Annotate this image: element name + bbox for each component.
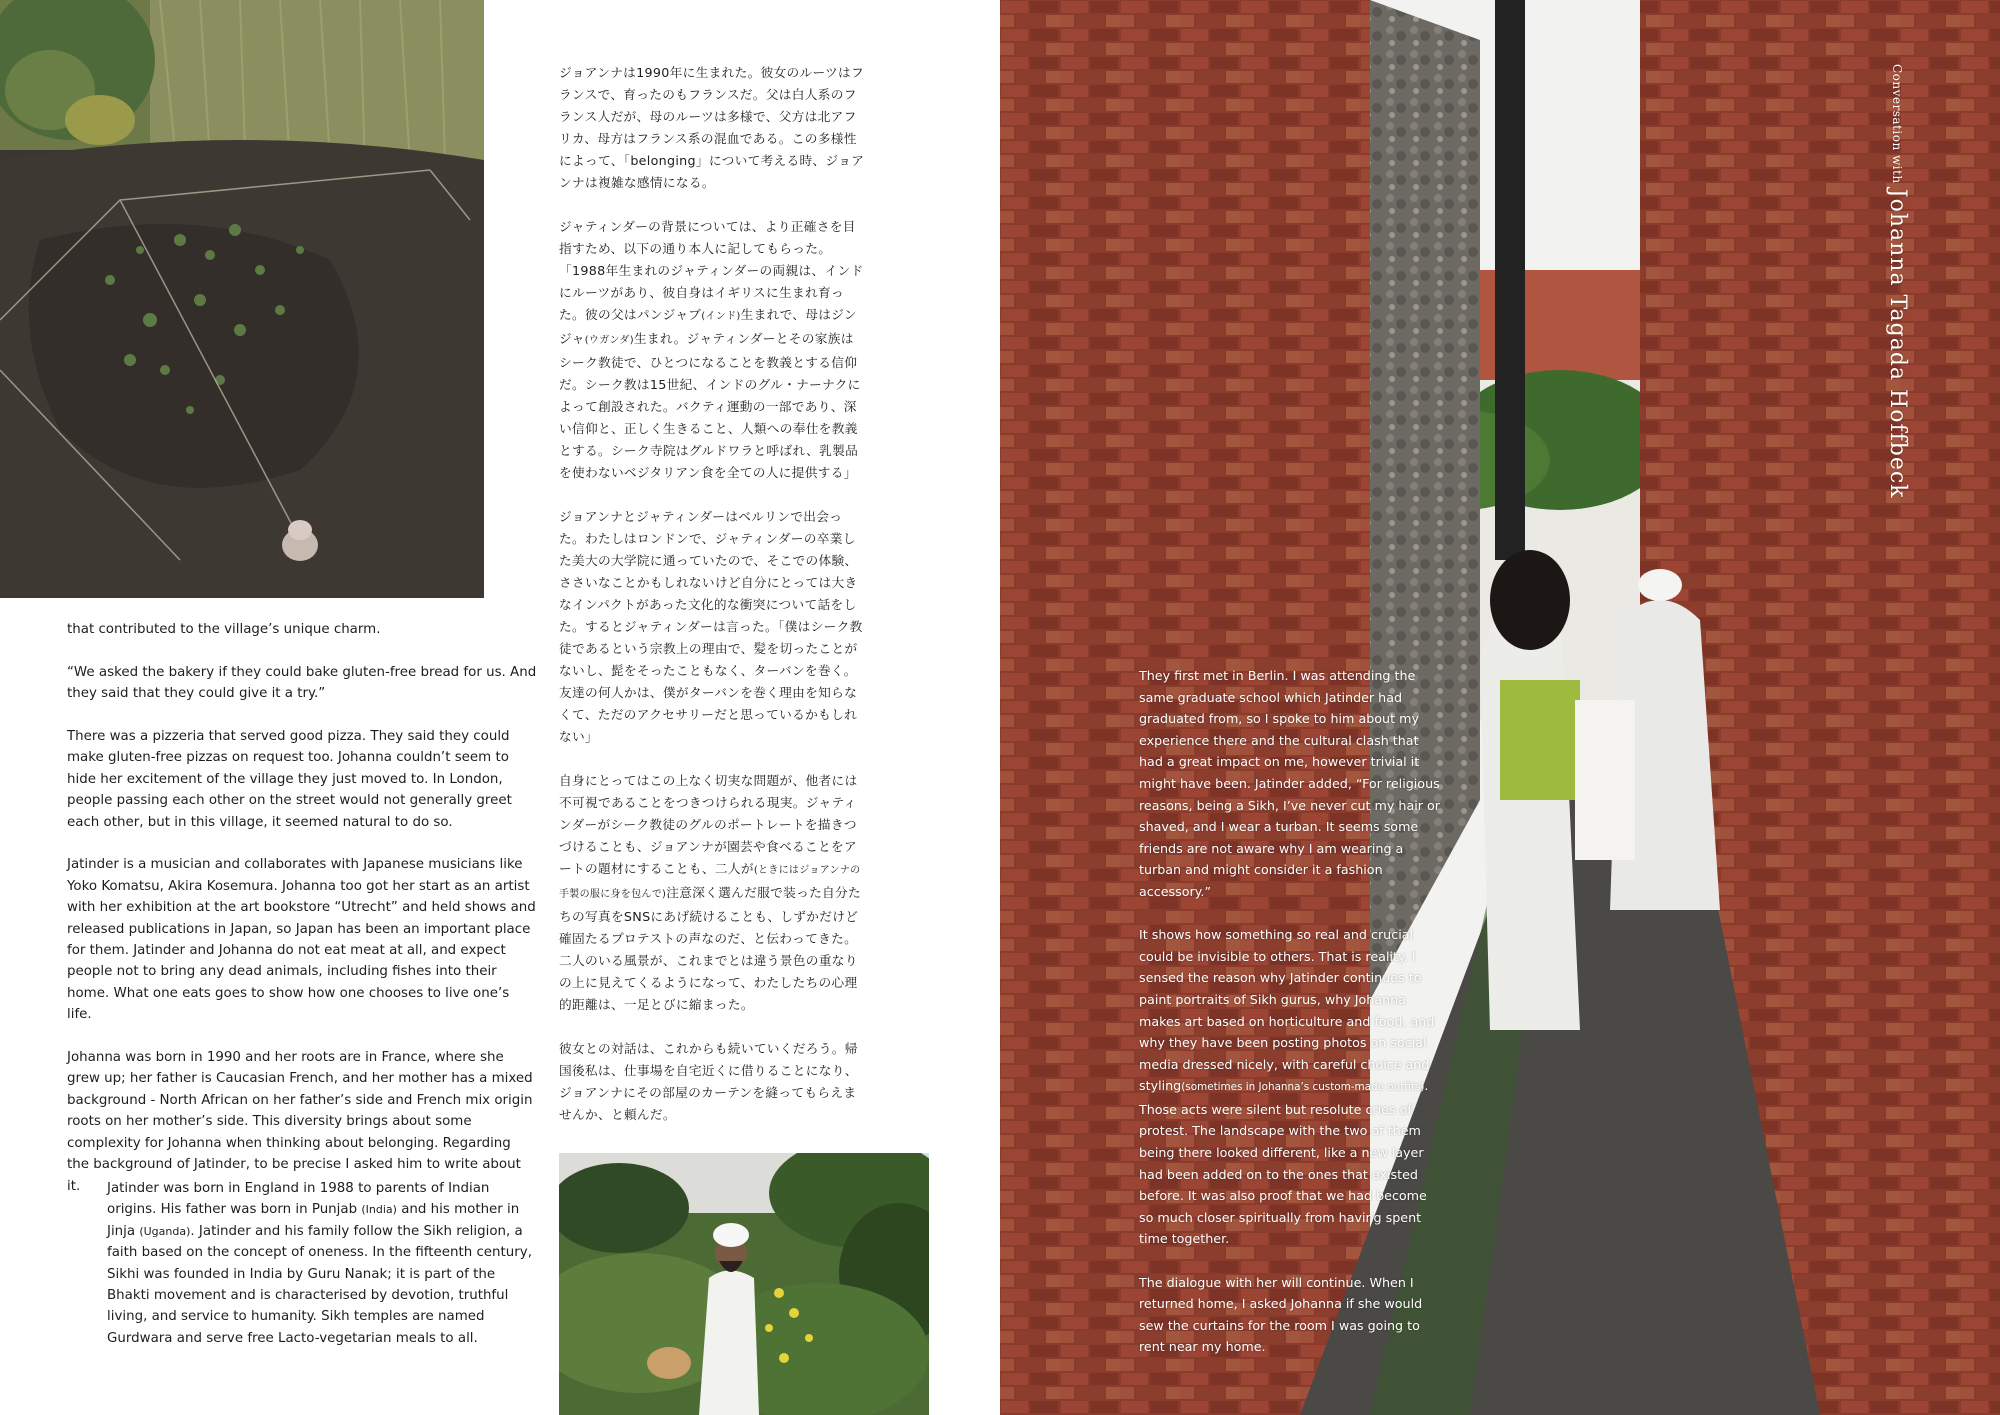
inline-note: (ウガンダ) bbox=[584, 335, 634, 346]
paragraph: ジャティンダーの背景については、より正確さを目指すため、以下の通り本人に記してもらった。「1988年生まれのジャティンダーの両親は、インドにルーツがあり、彼自身はイギリスに生まれ育った。彼の父はパンジャブ(インド)生まれで、母はジンジャ(ウガンダ)生まれ。ジャティンダーとその家族はシーク教徒で、ひとつになることを教義とする信仰だ。シーク教は15世紀、インドのグル・ナーナクによって創設された。バクティ運動の一部であり、深い信仰と、正しく生きること、人類への奉仕を教義とする。シーク寺院はグルドワラと呼ばれ、乳製品を使わないベジタリアン食を全ての人に提供する」 bbox=[559, 219, 864, 480]
inline-note: (Uganda) bbox=[139, 1224, 191, 1238]
paragraph: They first met in Berlin. I was attending the same graduate school which Jatinder had graduated from, so I spoke to him about my experience there and the cultural clash that had a great impact on me, however trivial it might have been. Jatinder added, “For religious reasons, being a Sikh, I’ve never cut my hair or shaved, and I wear a turban. It seems some friends are not aware why I am wearing a turban and might consider it a fashion accessory.” bbox=[1139, 668, 1440, 899]
paragraph: “We asked the bakery if they could bake gluten-free bread for us. And they said that they could give it a try.” bbox=[67, 664, 537, 702]
title-prefix: Conversation with bbox=[1890, 64, 1904, 184]
paragraph: 自身にとってはこの上なく切実な問題が、他者には不可視であることをつきつけられる現実。ジャティンダーがシーク教徒のグルのポートレートを描きつづけることも、ジョアンナが園芸や食べることをアートの題材にすることも、二人が(ときにはジョアンナの手製の服に身を包んで)注意深く選んだ服で装った自分たちの写真をSNSにあげ続けることも、しずかだけど確固たるプロテストの声なのだ、と伝わってきた。二人のいる風景が、これまでとは違う景色の重なりの上に見えてくるようになって、わたしたちの心理的距離は、一足とびに縮まった。 bbox=[559, 773, 862, 1012]
vertical-title bbox=[1885, 64, 1910, 499]
inline-note: (インド) bbox=[701, 311, 741, 322]
jatinder-background-quote bbox=[107, 1178, 532, 1349]
right-english-column bbox=[1139, 665, 1444, 1380]
japanese-column bbox=[559, 62, 865, 1148]
paragraph: ジョアンナは1990年に生まれた。彼女のルーツはフランスで、育ったのもフランスだ。父は白人系のフランス人だが、母のルーツは多様で、父方は北アフリカ、母方はフランス系の混血である。この多様性によって、「belonging」について考える時、ジョアンナは複雑な感情になる。 bbox=[559, 65, 865, 190]
paragraph: Jatinder was born in England in 1988 to parents of Indian origins. His father was born in Punjab (India) and his mother in Jinja (Uganda). Jatinder and his family follow the Sikh religion, a faith based on the concept of oneness. In the fifteenth century, Sikhi was founded in India by Guru Nanak; it is part of the Bhakti movement and is characterised by devotion, truthful living, and service to humanity. Sikh temples are named Gurdwara and serve free Lacto-vegetarian meals to all. bbox=[107, 1181, 532, 1346]
title-name: Johanna Tagada Hoffbeck bbox=[1885, 188, 1910, 499]
inline-note: (India) bbox=[361, 1203, 397, 1217]
paragraph: There was a pizzeria that served good pizza. They said they could make gluten-free pizzas on request too. Johanna couldn’t seem to hide her excitement of the village they just moved to. In London, people passing each other on the street would not generally greet each other, but in this village, it seemed natural to do so. bbox=[67, 729, 512, 830]
paragraph: that contributed to the village’s unique charm. bbox=[67, 622, 381, 637]
paragraph: The dialogue with her will continue. When I returned home, I asked Johanna if she would sew the curtains for the room I was going to rent near my home. bbox=[1139, 1274, 1423, 1355]
left-english-column bbox=[67, 619, 537, 1218]
paragraph: It shows how something so real and crucial could be invisible to others. That is reality. I sensed the reason why Jatinder continues to paint portraits of Sikh gurus, why Johanna makes art based on horticulture and food, and why they have been posting photos on social media dressed nicely, with careful choice and styling(sometimes in Johanna’s custom-made outfits). Those acts were silent but resolute cries of protest. The landscape with the two of them being there looked different, like a new layer had been added on to the ones that existed before. It was also proof that we had become so much closer spiritually from having spent time together. bbox=[1139, 927, 1435, 1247]
inline-note: (ときにはジョアンナの手製の服に身を包んで) bbox=[559, 865, 861, 900]
paragraph: 彼女との対話は、これからも続いていくだろう。帰国後私は、仕事場を自宅近くに借りることになり、ジョアンナにその部屋のカーテンを縫ってもらえませんか、と頼んだ。 bbox=[559, 1041, 858, 1122]
paragraph: Johanna was born in 1990 and her roots are in France, where she grew up; her father is Caucasian French, and her mother has a mixed background - North African on her father’s side and French mix origin roots on her mother’s side. This diversity brings about some complexity for Johanna when thinking about belonging. Regarding the background of Jatinder, to be precise I asked him to write about it. bbox=[67, 1050, 533, 1194]
garden-photo bbox=[0, 0, 484, 598]
paragraph: ジョアンナとジャティンダーはベルリンで出会った。わたしはロンドンで、ジャティンダーの卒業した美大の大学院に通っていたので、そこでの体験、ささいなことかもしれないけど自分にとっては大きなインパクトがあった文化的な衝突について話をした。するとジャティンダーは言った。「僕はシーク教徒であるという宗教上の理由で、髪を切ったことがないし、髭をそったこともなく、ターバンを巻く。友達の何人かは、僕がターバンを巻く理由を知らなくて、ただのアクセサリーだと思っているかもしれない」 bbox=[559, 509, 863, 744]
paragraph: Jatinder is a musician and collaborates with Japanese musicians like Yoko Komatsu, Akira Kosemura. Johanna too got her start as an artist with her exhibition at the art bookstore “Utrecht” and held shows and released publications in Japan, so Japan has been an important place for them. Jatinder and Johanna do not eat meat at all, and expect people not to bring any dead animals, including fishes into their home. What one eats goes to show how one chooses to live one’s life. bbox=[67, 857, 536, 1023]
inline-note: (sometimes in Johanna’s custom-made outfits) bbox=[1181, 1081, 1425, 1094]
portrait-photo bbox=[559, 1153, 929, 1415]
